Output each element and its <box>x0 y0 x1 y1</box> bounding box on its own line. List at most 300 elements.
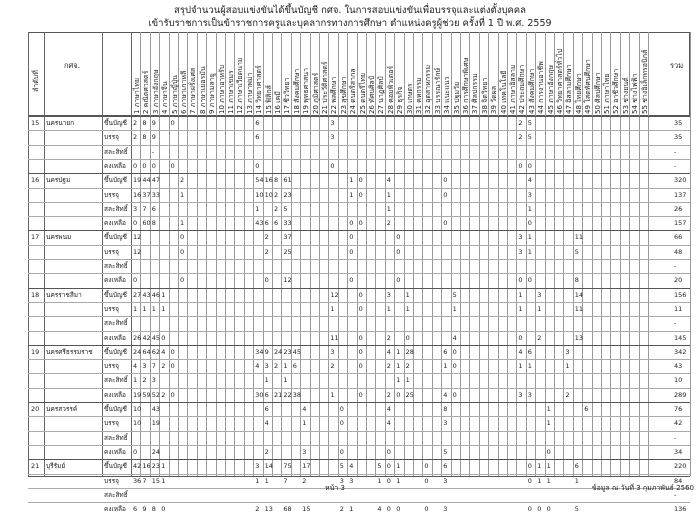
subject-header: 36 การศึกษาพิเศษ <box>462 57 470 114</box>
row-separator <box>28 316 690 317</box>
table-cell: 2 <box>274 362 279 371</box>
table-cell: 0 <box>170 161 175 170</box>
table-cell: 1 <box>396 347 401 356</box>
row-separator <box>28 302 690 303</box>
row-total: 10 <box>674 376 683 385</box>
table-cell: 1 <box>330 390 335 399</box>
table-bottom-border <box>28 476 690 477</box>
table-cell: 2 <box>180 176 185 185</box>
subject-header: 45 ภาษาอังกฤษ <box>546 65 555 114</box>
subject-header: 9 ภาษามลายู <box>208 73 217 114</box>
subject-header: 7 ภาษาฝรั่งเศส <box>189 67 198 114</box>
table-cell: 1 <box>518 290 523 299</box>
table-cell: 0 <box>330 161 335 170</box>
table-cell: 1 <box>386 204 391 213</box>
table-cell: 23 <box>151 462 161 471</box>
document-title-line-2: เข้ารับราชการเป็นข้าราชการครูและบุคลากรทางการศึกษา ตำแหน่งครูผู้ช่วย ครั้งที่ 1 ปี พ.ศ. 2559 <box>148 18 552 29</box>
row-total: - <box>674 147 677 156</box>
table-cell: 1 <box>349 505 354 513</box>
row-separator <box>28 416 690 417</box>
row-separator <box>28 145 690 146</box>
table-cell: - <box>151 147 155 156</box>
table-cell: 33 <box>283 219 292 228</box>
subject-header: 40 เทคโนโลยี <box>499 70 508 114</box>
subject-header: 4 ภาษาจีน <box>161 81 170 114</box>
province-name: นครนายก <box>46 119 75 127</box>
table-cell: 8 <box>142 119 147 127</box>
table-cell: 0 <box>161 333 166 342</box>
subject-header: 25 ดนตรีไทย <box>358 72 367 114</box>
table-cell: 1 <box>283 376 288 385</box>
table-cell: 1 <box>405 376 410 385</box>
table-cell: 1 <box>405 290 410 299</box>
table-cell: 0 <box>527 462 532 471</box>
subject-header: 51 ภาษาไทย <box>603 73 611 114</box>
subject-header: 18 สังคมศึกษา <box>292 68 301 114</box>
subject-header: 13 ภาษาพม่า <box>245 72 254 114</box>
group-number: 19 <box>31 347 40 356</box>
table-cell: 4 <box>349 462 354 471</box>
table-cell: 0 <box>170 362 175 371</box>
table-cell: 68 <box>283 505 292 513</box>
table-cell: 4 <box>161 347 166 356</box>
subject-header: 27 นาฏศิลป์ <box>377 76 386 114</box>
table-cell: 0 <box>180 247 185 256</box>
table-cell: 2 <box>405 362 410 371</box>
row-separator <box>28 188 690 189</box>
subject-header: 20 ภูมิศาสตร์ <box>311 72 320 114</box>
subject-header: 31 คหกรรม <box>415 77 423 114</box>
row-type: คงเหลือ <box>104 390 126 399</box>
table-cell: 2 <box>386 390 391 399</box>
table-cell: 1 <box>546 462 551 471</box>
table-cell: 0 <box>443 176 448 185</box>
table-cell: 0 <box>452 390 457 399</box>
table-cell: 1 <box>255 204 260 213</box>
row-type: ขึ้นบัญชี <box>104 176 127 185</box>
row-type: สละสิทธิ์ <box>104 204 128 213</box>
table-cell: 0 <box>386 447 391 456</box>
subject-header: 49 โสตทัศนศึกษา <box>584 59 593 114</box>
subject-header: 12 ภาษาเวียดนาม <box>236 57 245 114</box>
table-cell: 3 <box>330 347 335 356</box>
subject-header: 50 ศิลปศึกษา <box>593 72 602 114</box>
table-cell: 0 <box>443 190 448 199</box>
table-cell: 9 <box>151 133 156 142</box>
table-cell: 0 <box>339 447 344 456</box>
table-cell: 19 <box>133 390 142 399</box>
row-total: 43 <box>674 362 683 371</box>
subject-header: 14 วิทยาศาสตร์ <box>255 65 264 114</box>
row-type: บรรจุ <box>104 304 119 313</box>
row-separator <box>28 488 690 489</box>
table-cell: 1 <box>161 290 166 299</box>
table-cell: 0 <box>180 276 185 285</box>
table-cell: 0 <box>151 161 156 170</box>
province-name: บุรีรัมย์ <box>46 462 66 471</box>
table-cell: 6 <box>274 219 279 228</box>
table-cell: 5 <box>574 247 579 256</box>
row-type: คงเหลือ <box>104 505 126 513</box>
table-cell: 6 <box>264 390 269 399</box>
table-cell: 24 <box>151 447 161 456</box>
table-cell: 2 <box>302 476 307 485</box>
table-cell: 5 <box>339 462 344 471</box>
group-number: 15 <box>31 119 40 127</box>
table-cell: 1 <box>133 376 138 385</box>
subject-header: 41 ภาษาอิสลาม <box>509 64 517 114</box>
table-cell: 0 <box>396 276 401 285</box>
row-total: 157 <box>674 219 687 228</box>
table-cell: 0 <box>405 333 410 342</box>
table-cell: 9 <box>264 347 269 356</box>
table-cell: 1 <box>527 204 532 213</box>
table-cell: 16 <box>142 462 151 471</box>
table-cell: 25 <box>405 390 414 399</box>
table-cell: 2 <box>339 505 344 513</box>
table-cell: 1 <box>330 304 335 313</box>
table-cell: 0 <box>386 476 391 485</box>
table-cell: 2 <box>565 390 570 399</box>
table-cell: 2 <box>330 362 335 371</box>
subject-header: 15 ฟิสิกส์ <box>264 85 273 114</box>
table-cell: 9 <box>142 505 147 513</box>
table-cell: 1 <box>349 190 354 199</box>
table-cell: 3 <box>518 233 523 242</box>
group-separator <box>28 345 690 346</box>
table-cell: 0 <box>170 390 175 399</box>
table-cell: 0 <box>339 405 344 413</box>
table-cell: 28 <box>405 347 414 356</box>
table-cell: 4 <box>386 419 391 428</box>
table-cell: 6 <box>255 119 260 127</box>
table-cell: 0 <box>546 505 551 513</box>
subject-header: 19 พุทธศาสนา <box>302 68 311 114</box>
table-cell: 0 <box>358 390 363 399</box>
table-cell: 6 <box>443 347 448 356</box>
table-cell: 3 <box>330 119 335 127</box>
row-total: 136 <box>674 505 687 513</box>
table-cell: 1 <box>546 476 551 485</box>
table-cell: 26 <box>133 333 142 342</box>
row-separator <box>28 474 690 475</box>
table-cell: 6 <box>574 462 579 471</box>
table-cell: 43 <box>142 290 151 299</box>
table-cell: 1 <box>180 190 185 199</box>
table-cell: 52 <box>151 390 161 399</box>
row-separator <box>28 373 690 374</box>
table-cell: 6 <box>151 204 156 213</box>
subject-header: 5 ภาษาญี่ปุ่น <box>170 75 179 114</box>
table-cell: 1 <box>377 476 382 485</box>
table-cell: 3 <box>565 347 570 356</box>
subject-header: 16 เคมี <box>274 91 282 114</box>
subject-header: 3 ภาษาอังกฤษ <box>151 69 160 114</box>
subject-header: 8 ภาษาเยอรมัน <box>198 66 207 114</box>
row-total: 84 <box>674 476 683 485</box>
table-cell: 3 <box>537 290 542 299</box>
subject-header: 39 วัดผล <box>490 86 499 114</box>
table-cell: 2 <box>274 204 279 213</box>
table-cell: 2 <box>518 119 523 127</box>
table-cell: 2 <box>133 133 138 142</box>
table-cell: 24 <box>133 347 142 356</box>
table-cell: 0 <box>424 462 429 471</box>
row-total: 11 <box>674 304 683 313</box>
table-cell: 2 <box>537 333 542 342</box>
table-cell: 2 <box>133 119 138 127</box>
subject-header: 47 อิสลามศึกษา <box>565 64 574 114</box>
table-cell: 3 <box>518 390 523 399</box>
table-cell: 2 <box>161 390 166 399</box>
table-cell: 1 <box>546 405 551 413</box>
column-divider <box>102 32 103 476</box>
table-cell: 1 <box>302 419 307 428</box>
table-cell: 5 <box>452 290 457 299</box>
table-cell: 1 <box>527 362 532 371</box>
subject-header: 22 พลศึกษา <box>330 76 339 114</box>
subject-header: 26 ทัศนศิลป์ <box>368 75 376 114</box>
group-separator <box>28 459 690 460</box>
row-total: 156 <box>674 290 687 299</box>
table-cell: 0 <box>396 505 401 513</box>
header-total: รวม <box>670 61 684 70</box>
group-number: 16 <box>31 176 40 185</box>
row-type: สละสิทธิ์ <box>104 319 128 328</box>
table-cell: 12 <box>283 276 292 285</box>
subject-header: 53 ช่างยนต์ <box>621 77 630 114</box>
table-cell: 3 <box>527 390 532 399</box>
row-total: 66 <box>674 233 683 242</box>
subject-header: 35 ปฐมวัย <box>452 81 461 114</box>
table-cell: 8 <box>274 176 279 185</box>
table-cell: 0 <box>527 219 532 228</box>
table-cell: 4 <box>302 405 307 413</box>
table-cell: 4 <box>443 390 448 399</box>
row-type: คงเหลือ <box>104 276 126 285</box>
row-separator <box>28 245 690 246</box>
table-cell: 17 <box>302 462 311 471</box>
row-total: 48 <box>674 247 683 256</box>
row-total: 35 <box>674 119 683 127</box>
subject-header: 24 ดนตรีสากล <box>349 68 358 114</box>
row-total: - <box>674 490 677 499</box>
column-divider <box>28 32 29 476</box>
table-cell: 3 <box>142 362 147 371</box>
table-cell: 0 <box>527 476 532 485</box>
row-separator <box>28 331 690 332</box>
table-cell: 45 <box>151 333 161 342</box>
table-cell: 0 <box>424 505 429 513</box>
table-cell: 0 <box>349 233 354 242</box>
table-cell: 9 <box>151 119 156 127</box>
table-cell: 0 <box>396 233 401 242</box>
subject-header: 30 เกษตร <box>405 83 414 114</box>
table-cell: 1 <box>264 476 269 485</box>
table-cell: 0 <box>518 333 523 342</box>
row-type: คงเหลือ <box>104 219 126 228</box>
row-type: บรรจุ <box>104 419 119 428</box>
table-cell: 1 <box>161 462 166 471</box>
table-cell: 1 <box>386 190 391 199</box>
subject-header: 23 สุขศึกษา <box>339 76 348 114</box>
row-type: คงเหลือ <box>104 333 126 342</box>
table-cell: 0 <box>443 219 448 228</box>
row-total: - <box>674 433 677 442</box>
table-cell: 0 <box>358 290 363 299</box>
row-type: สละสิทธิ์ <box>104 147 128 156</box>
table-cell: 43 <box>151 405 161 413</box>
group-separator <box>28 288 690 289</box>
row-total: 34 <box>674 447 683 456</box>
table-cell: 4 <box>255 362 260 371</box>
row-type: สละสิทธิ์ <box>104 490 128 499</box>
row-total: 76 <box>674 405 683 413</box>
column-divider <box>44 32 45 476</box>
table-cell: 22 <box>283 390 292 399</box>
row-total: - <box>674 319 677 328</box>
table-cell: 23 <box>283 190 292 199</box>
table-cell: 0 <box>264 276 269 285</box>
table-cell: 25 <box>283 247 292 256</box>
row-total: - <box>674 161 677 170</box>
table-cell: 1 <box>518 362 523 371</box>
table-cell: 3 <box>349 476 354 485</box>
table-cell: 14 <box>264 462 273 471</box>
table-cell: 0 <box>452 362 457 371</box>
table-cell: 6 <box>133 505 138 513</box>
table-cell: 1 <box>396 462 401 471</box>
row-separator <box>28 130 690 131</box>
table-cell: 16 <box>133 190 142 199</box>
table-cell: 47 <box>151 176 161 185</box>
table-cell: 37 <box>142 190 151 199</box>
table-cell: 3 <box>339 476 344 485</box>
subject-header: 11 ภาษาเขมร <box>227 70 235 114</box>
table-cell: 8 <box>151 505 156 513</box>
table-cell: 21 <box>274 390 283 399</box>
row-type: ขึ้นบัญชี <box>104 290 127 299</box>
row-type: สละสิทธิ์ <box>104 262 128 270</box>
group-number: 20 <box>31 405 40 413</box>
table-cell: 45 <box>292 347 302 356</box>
header-no: ลำดับที่ <box>32 70 40 92</box>
table-cell: 1 <box>180 219 185 228</box>
table-cell: 0 <box>349 219 354 228</box>
table-cell: 3 <box>255 462 260 471</box>
table-cell: 42 <box>142 333 151 342</box>
table-cell: 15 <box>151 476 161 485</box>
table-cell: 0 <box>349 276 354 285</box>
table-cell: 62 <box>151 347 161 356</box>
subject-header: 1 ภาษาไทย <box>133 77 141 114</box>
table-cell: 15 <box>302 505 311 513</box>
table-cell: 5 <box>527 133 532 142</box>
table-cell: 0 <box>255 161 260 170</box>
table-cell: 1 <box>161 304 166 313</box>
table-cell: 1 <box>565 362 570 371</box>
table-cell: 0 <box>358 190 363 199</box>
row-total: - <box>674 262 677 270</box>
table-cell: 2 <box>161 362 166 371</box>
table-cell: 2 <box>142 376 147 385</box>
row-total: 26 <box>674 204 683 213</box>
table-cell: 3 <box>264 362 269 371</box>
province-name: นครพนม <box>46 233 72 242</box>
table-cell: 3 <box>527 190 532 199</box>
row-type: สละสิทธิ์ <box>104 376 128 385</box>
table-cell: 8 <box>574 276 579 285</box>
table-cell: 0 <box>358 362 363 371</box>
subject-header: 17 ชีววิทยา <box>283 77 292 114</box>
table-cell: 12 <box>133 233 142 242</box>
column-divider <box>690 32 691 476</box>
table-cell: 3 <box>302 447 307 456</box>
table-cell: 12 <box>330 290 339 299</box>
table-cell: 4 <box>452 333 457 342</box>
row-separator <box>28 431 690 432</box>
table-cell: 0 <box>339 419 344 428</box>
table-cell: 0 <box>424 476 429 485</box>
table-cell: 0 <box>142 161 147 170</box>
row-separator <box>28 502 690 503</box>
table-cell: 1 <box>151 304 156 313</box>
subject-header: 6 ภาษาเกาหลี <box>180 70 188 114</box>
table-cell: 3 <box>443 476 448 485</box>
table-cell: 5 <box>283 204 288 213</box>
subject-header: 10 ภาษาอาหรับ <box>217 64 226 114</box>
row-total: 289 <box>674 390 687 399</box>
table-cell: 1 <box>264 376 269 385</box>
row-type: บรรจุ <box>104 476 119 485</box>
row-total: 320 <box>674 176 687 185</box>
province-name: นครปฐม <box>46 176 71 185</box>
table-cell: 36 <box>133 476 142 485</box>
table-cell: 7 <box>142 476 147 485</box>
table-cell: 1 <box>537 476 542 485</box>
table-cell: 0 <box>180 233 185 242</box>
table-cell: 4 <box>386 405 391 413</box>
table-cell: 3 <box>151 376 156 385</box>
table-cell: 6 <box>527 347 532 356</box>
table-cell: 7 <box>151 362 156 371</box>
table-cell: 3 <box>443 505 448 513</box>
table-cell: 1 <box>142 304 147 313</box>
table-cell: 6 <box>292 362 297 371</box>
table-cell: 0 <box>358 304 363 313</box>
row-type: บรรจุ <box>104 133 119 142</box>
table-cell: 5 <box>574 505 579 513</box>
table-cell: 13 <box>574 333 584 342</box>
table-cell: 12 <box>133 247 142 256</box>
table-cell: 59 <box>142 390 151 399</box>
table-cell: 0 <box>396 390 401 399</box>
table-cell: 54 <box>255 176 264 185</box>
table-cell: 10 <box>255 190 264 199</box>
table-cell: 0 <box>349 247 354 256</box>
row-type: คงเหลือ <box>104 161 126 170</box>
row-separator <box>28 259 690 260</box>
table-cell: 13 <box>264 505 273 513</box>
subject-header: 28 คอมพิวเตอร์ <box>386 65 395 114</box>
table-cell: 23 <box>283 347 292 356</box>
table-cell: 0 <box>133 161 138 170</box>
subject-header: 32 อุตสาหกรรม <box>424 64 433 114</box>
table-cell: 8 <box>142 133 147 142</box>
table-cell: 2 <box>386 362 391 371</box>
subject-header: 46 วิทยาศาสตร์ทั่วไป <box>556 48 564 114</box>
table-cell: 2 <box>386 219 391 228</box>
